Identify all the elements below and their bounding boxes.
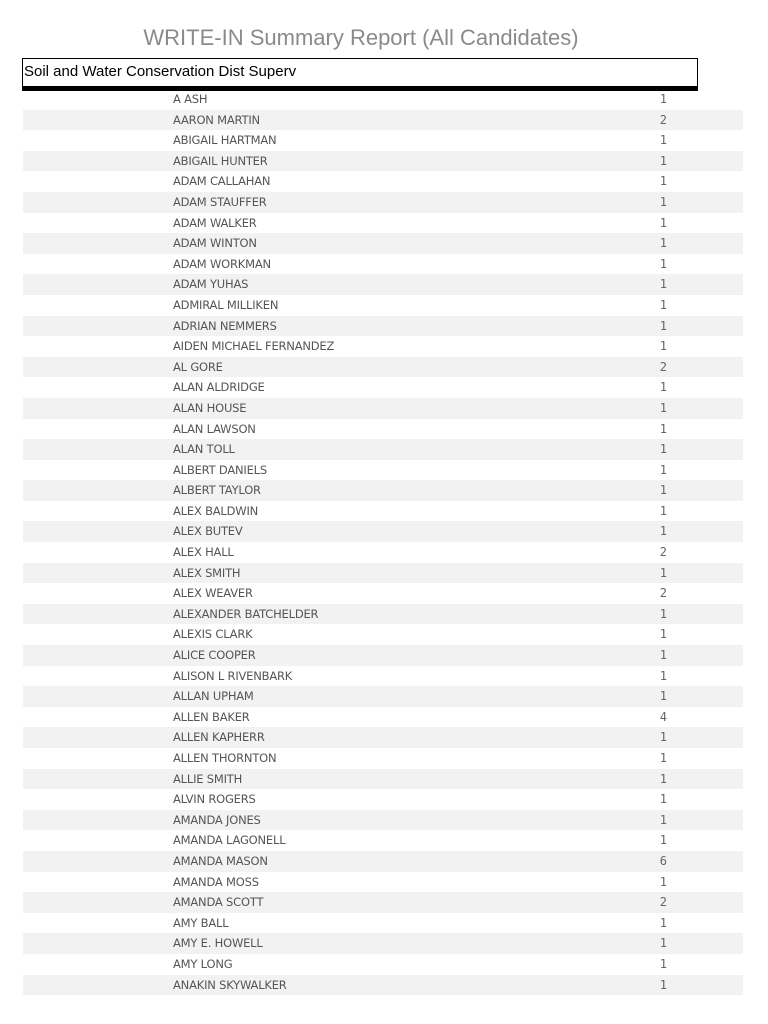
vote-count: 1 — [659, 462, 667, 477]
vote-count: 1 — [659, 668, 667, 683]
contest-header — [22, 58, 698, 91]
candidate-name: ALLEN BAKER — [173, 709, 250, 724]
list-item — [23, 563, 743, 584]
candidate-name: ABIGAIL HARTMAN — [173, 133, 277, 148]
vote-count: 1 — [659, 194, 667, 209]
candidate-name: ALLEN KAPHERR — [173, 730, 265, 745]
vote-count: 1 — [659, 503, 667, 518]
candidate-name: AMANDA MASON — [173, 853, 268, 868]
list-item — [23, 686, 743, 707]
vote-count: 1 — [659, 400, 667, 415]
vote-count: 1 — [659, 442, 667, 457]
candidate-name: ADRIAN NEMMERS — [173, 318, 277, 333]
list-item — [23, 130, 743, 151]
list-item — [23, 439, 743, 460]
candidate-name: AMANDA JONES — [173, 812, 261, 827]
vote-count: 1 — [659, 133, 667, 148]
list-item — [23, 233, 743, 254]
list-item — [23, 892, 743, 913]
candidate-name: ALISON L RIVENBARK — [173, 668, 293, 683]
list-item — [23, 933, 743, 954]
vote-count: 1 — [659, 256, 667, 271]
vote-count: 1 — [659, 215, 667, 230]
list-item — [23, 913, 743, 934]
vote-count: 1 — [659, 689, 667, 704]
candidate-name: ALEXANDER BATCHELDER — [173, 606, 319, 621]
vote-count: 1 — [659, 812, 667, 827]
vote-count: 1 — [659, 751, 667, 765]
vote-count: 1 — [659, 936, 667, 951]
list-item — [23, 151, 743, 172]
candidate-name: ALAN TOLL — [173, 442, 235, 457]
candidate-name: ADAM STAUFFER — [173, 194, 267, 209]
candidate-name: AMANDA SCOTT — [173, 895, 264, 910]
candidate-name: AMANDA LAGONELL — [173, 833, 286, 848]
list-item — [23, 274, 743, 295]
vote-count: 1 — [659, 318, 667, 333]
candidate-name: AMY E. HOWELL — [173, 936, 263, 951]
candidate-name: ALAN HOUSE — [173, 400, 247, 415]
vote-count: 1 — [659, 771, 667, 786]
list-item — [23, 707, 743, 728]
vote-count: 1 — [659, 648, 667, 663]
candidate-name: A ASH — [173, 92, 208, 106]
list-item — [23, 604, 743, 625]
candidate-name: ADAM WALKER — [173, 215, 257, 230]
candidate-name: ALLAN UPHAM — [173, 689, 254, 704]
list-item — [23, 872, 743, 893]
candidate-name: ALLIE SMITH — [173, 771, 243, 786]
vote-count: 1 — [659, 483, 667, 498]
list-item — [23, 213, 743, 234]
vote-count: 1 — [659, 236, 667, 251]
candidate-name: ALEX SMITH — [173, 565, 241, 580]
candidate-name: ABIGAIL HUNTER — [173, 153, 268, 168]
candidate-name: ALEX BUTEV — [173, 524, 243, 539]
candidate-name: AMY BALL — [173, 915, 229, 930]
vote-count: 6 — [659, 853, 667, 868]
list-item — [23, 192, 743, 213]
vote-count: 1 — [659, 92, 667, 106]
vote-count: 1 — [659, 792, 667, 807]
list-item — [23, 336, 743, 357]
list-item — [23, 666, 743, 687]
candidate-name: ANAKIN SKYWALKER — [173, 977, 287, 992]
candidate-name: ALBERT DANIELS — [173, 462, 267, 477]
list-item — [23, 460, 743, 481]
vote-count: 1 — [659, 730, 667, 745]
list-item — [23, 480, 743, 501]
candidate-name: ADAM WINTON — [173, 236, 257, 251]
vote-count: 1 — [659, 627, 667, 642]
list-item — [23, 398, 743, 419]
list-item — [23, 171, 743, 192]
candidate-name: ALEX BALDWIN — [173, 503, 259, 518]
candidate-name: ADAM WORKMAN — [173, 256, 271, 271]
list-item — [23, 769, 743, 790]
vote-count: 1 — [659, 915, 667, 930]
vote-count: 1 — [659, 524, 667, 539]
candidate-name: ALEX HALL — [173, 545, 234, 560]
list-item — [23, 542, 743, 563]
write-in-list — [23, 89, 743, 995]
candidate-name: ADAM YUHAS — [173, 277, 249, 292]
list-item — [23, 110, 743, 131]
list-item — [23, 295, 743, 316]
candidate-name: AIDEN MICHAEL FERNANDEZ — [173, 339, 335, 354]
list-item — [23, 954, 743, 975]
candidate-name: ALEXIS CLARK — [173, 627, 253, 642]
vote-count: 2 — [659, 545, 667, 560]
candidate-name: AMY LONG — [173, 956, 233, 971]
vote-count: 1 — [659, 380, 667, 395]
list-item — [23, 419, 743, 440]
vote-count: 2 — [659, 359, 667, 374]
list-item — [23, 357, 743, 378]
vote-count: 1 — [659, 297, 667, 312]
candidate-name: ALEX WEAVER — [173, 586, 253, 601]
list-item — [23, 645, 743, 666]
vote-count: 1 — [659, 339, 667, 354]
candidate-name: ALAN LAWSON — [173, 421, 256, 436]
candidate-name: AARON MARTIN — [173, 112, 260, 127]
list-item — [23, 583, 743, 604]
vote-count: 1 — [659, 977, 667, 992]
candidate-name: ALAN ALDRIDGE — [173, 380, 265, 395]
list-item — [23, 254, 743, 275]
candidate-name: ALICE COOPER — [173, 648, 256, 663]
candidate-name: AL GORE — [173, 359, 223, 374]
candidate-name: AMANDA MOSS — [173, 874, 259, 889]
candidate-name: ALVIN ROGERS — [173, 792, 256, 807]
candidate-name: ALLEN THORNTON — [173, 751, 277, 765]
list-item — [23, 624, 743, 645]
list-item — [23, 727, 743, 748]
report-title: WRITE-IN Summary Report (All Candidates) — [143, 25, 579, 50]
candidate-name: ADAM CALLAHAN — [173, 174, 271, 189]
vote-count: 4 — [659, 709, 667, 724]
list-item — [23, 89, 743, 110]
list-item — [23, 851, 743, 872]
vote-count: 1 — [659, 153, 667, 168]
vote-count: 1 — [659, 874, 667, 889]
vote-count: 1 — [659, 833, 667, 848]
vote-count: 2 — [659, 895, 667, 910]
list-item — [23, 501, 743, 522]
vote-count: 1 — [659, 565, 667, 580]
vote-count: 1 — [659, 606, 667, 621]
vote-count: 1 — [659, 956, 667, 971]
list-item — [23, 789, 743, 810]
list-item — [23, 316, 743, 337]
list-item — [23, 810, 743, 831]
list-item — [23, 377, 743, 398]
candidate-name: ADMIRAL MILLIKEN — [173, 297, 279, 312]
contest-name: Soil and Water Conservation Dist Superv — [24, 63, 297, 80]
vote-count: 1 — [659, 277, 667, 292]
list-item — [23, 521, 743, 542]
list-item — [23, 748, 743, 769]
list-item — [23, 830, 743, 851]
vote-count: 2 — [659, 112, 667, 127]
list-item — [23, 975, 743, 996]
vote-count: 1 — [659, 421, 667, 436]
vote-count: 1 — [659, 174, 667, 189]
vote-count: 2 — [659, 586, 667, 601]
candidate-name: ALBERT TAYLOR — [173, 483, 261, 498]
